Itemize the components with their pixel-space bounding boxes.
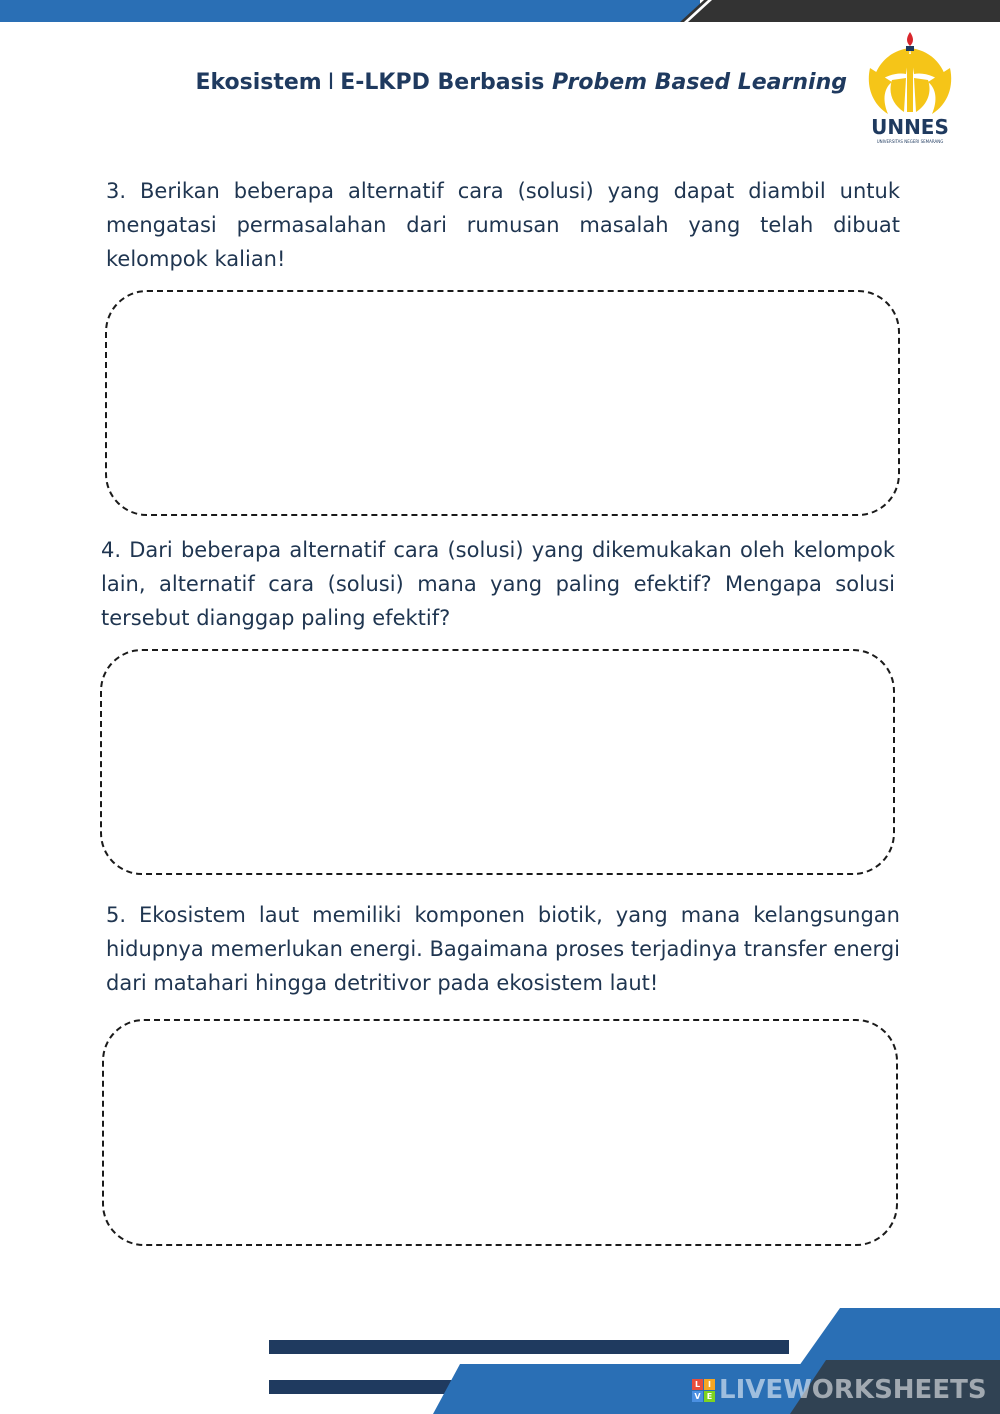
liveworksheets-logo-icon xyxy=(692,1379,715,1402)
title-italic: Probem Based Learning xyxy=(552,70,847,95)
title-main: Ekosistem xyxy=(195,70,322,95)
lw-letter-i: I xyxy=(704,1379,715,1390)
answer-box-5[interactable] xyxy=(102,1019,898,1246)
title-separator: I xyxy=(327,70,335,95)
top-decorative-bar xyxy=(0,0,1000,22)
answer-box-4[interactable] xyxy=(100,649,895,875)
question-4-text: 4. Dari beberapa alternatif cara (solusi) yang dikemukakan oleh kelompok lain, alternatif cara (solusi) mana yang paling efektif? Mengapa solusi tersebut dianggap paling efektif? xyxy=(101,538,895,630)
logo-text: UNNES xyxy=(871,115,949,139)
unnes-logo xyxy=(862,28,958,146)
liveworksheets-watermark xyxy=(692,1374,1000,1406)
lw-letter-l: L xyxy=(692,1379,703,1390)
lw-letter-v: V xyxy=(692,1391,703,1402)
logo-subtext: UNIVERSITAS NEGERI SEMARANG xyxy=(876,139,944,144)
watermark-text: LIVEWORKSHEETS xyxy=(719,1375,987,1405)
page-title xyxy=(195,70,847,95)
answer-box-3[interactable] xyxy=(105,290,900,516)
question-3-text: 3. Berikan beberapa alternatif cara (solusi) yang dapat diambil untuk mengatasi permasalahan dari rumusan masalah yang telah dibuat kelompok kalian! xyxy=(106,179,900,271)
logo-emblem-icon xyxy=(869,32,951,114)
question-5-text: 5. Ekosistem laut memiliki komponen biotik, yang mana kelangsungan hidupnya memerlukan energi. Bagaimana proses terjadinya transfer energi dari matahari hingga detritivor pada ekosistem laut! xyxy=(106,903,900,995)
lw-letter-e: E xyxy=(704,1391,715,1402)
title-sub: E-LKPD Berbasis xyxy=(340,70,545,95)
